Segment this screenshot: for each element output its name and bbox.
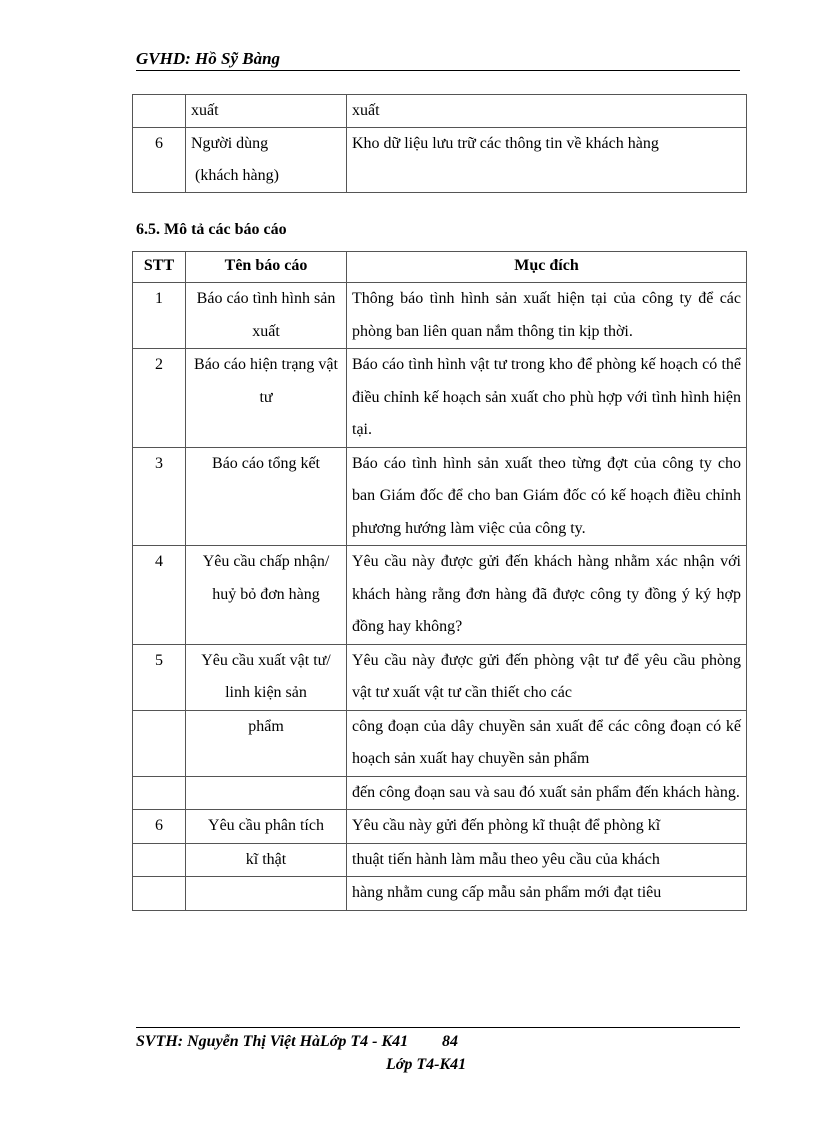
name-line: Người dùng [191, 135, 269, 152]
stt-cell: 4 [133, 546, 186, 645]
name-cell: Yêu cầu xuất vật tư/ linh kiện sản [186, 644, 347, 710]
stt-cell: 1 [133, 283, 186, 349]
purpose-cell: thuật tiến hành làm mẫu theo yêu cầu của khách [347, 843, 747, 877]
name-cell: Báo cáo hiện trạng vật tư [186, 349, 347, 448]
purpose-cell: Báo cáo tình hình vật tư trong kho để phòng kế hoạch có thể điều chỉnh kế hoạch sản xuất cho phù hợp với tình hình hiện tại. [347, 349, 747, 448]
purpose-cell: Yêu cầu này gửi đến phòng kĩ thuật để phòng kĩ [347, 810, 747, 844]
table-row [133, 447, 747, 546]
purpose-cell: Thông báo tình hình sản xuất hiện tại của công ty để các phòng ban liên quan nắm thông tin kịp thời. [347, 283, 747, 349]
stt-cell: 2 [133, 349, 186, 448]
table-row [133, 776, 747, 810]
purpose-cell: đến công đoạn sau và sau đó xuất sản phẩm đến khách hàng. [347, 776, 747, 810]
purpose-cell: Báo cáo tình hình sản xuất theo từng đợt của công ty cho ban Giám đốc để cho ban Giám đốc có kế hoạch điều chỉnh phương hướng làm việc của công ty. [347, 447, 747, 546]
name-cell: Yêu cầu phân tích [186, 810, 347, 844]
table-row [133, 710, 747, 776]
desc-cell: xuất [347, 95, 747, 128]
table-row [133, 546, 747, 645]
stt-cell [133, 776, 186, 810]
page-header: GVHD: Hồ Sỹ Bàng [136, 48, 740, 71]
stt-cell [133, 710, 186, 776]
stt-cell: 6 [133, 128, 186, 193]
purpose-cell: công đoạn của dây chuyền sản xuất để các công đoạn có kế hoạch sản xuất hay chuyền sản phẩm [347, 710, 747, 776]
reports-table [132, 251, 747, 911]
stt-cell: 5 [133, 644, 186, 710]
stt-cell: 3 [133, 447, 186, 546]
name-cell: Yêu cầu chấp nhận/ huỷ bỏ đơn hàng [186, 546, 347, 645]
stt-cell [133, 843, 186, 877]
stt-cell [133, 95, 186, 128]
footer-class: Lớp T4-K41 [386, 1056, 467, 1073]
page-number: 84 [442, 1033, 458, 1050]
name-cell [186, 877, 347, 911]
purpose-cell: Yêu cầu này được gửi đến khách hàng nhằm xác nhận với khách hàng rằng đơn hàng đã được công ty đồng ý ký hợp đồng hay không? [347, 546, 747, 645]
purpose-cell: Yêu cầu này được gửi đến phòng vật tư để yêu cầu phòng vật tư xuất vật tư cần thiết cho các [347, 644, 747, 710]
name-line: (khách hàng) [195, 167, 279, 184]
name-cell [186, 128, 347, 193]
table-row [133, 877, 747, 911]
table-row [133, 128, 747, 193]
name-cell: xuất [186, 95, 347, 128]
footer-author: SVTH: Nguyễn Thị Việt HàLớp T4 - K41 [136, 1033, 409, 1050]
section-title: 6.5. Mô tả các báo cáo [136, 221, 287, 238]
table-header-row [133, 252, 747, 283]
name-cell: kĩ thật [186, 843, 347, 877]
name-cell [186, 776, 347, 810]
table-row [133, 644, 747, 710]
table-row [133, 283, 747, 349]
stt-cell: 6 [133, 810, 186, 844]
name-cell: phẩm [186, 710, 347, 776]
purpose-cell: hàng nhằm cung cấp mẫu sản phẩm mới đạt tiêu [347, 877, 747, 911]
header-purpose: Mục đích [347, 252, 747, 283]
table-row [133, 810, 747, 844]
previous-table-continuation [132, 94, 747, 193]
desc-cell: Kho dữ liệu lưu trữ các thông tin về khách hàng [347, 128, 747, 193]
header-stt: STT [133, 252, 186, 283]
table-row [133, 95, 747, 128]
table-row [133, 843, 747, 877]
table-row [133, 349, 747, 448]
header-name: Tên báo cáo [186, 252, 347, 283]
name-cell: Báo cáo tổng kết [186, 447, 347, 546]
footer-divider [136, 1027, 740, 1028]
name-cell: Báo cáo tình hình sản xuất [186, 283, 347, 349]
stt-cell [133, 877, 186, 911]
